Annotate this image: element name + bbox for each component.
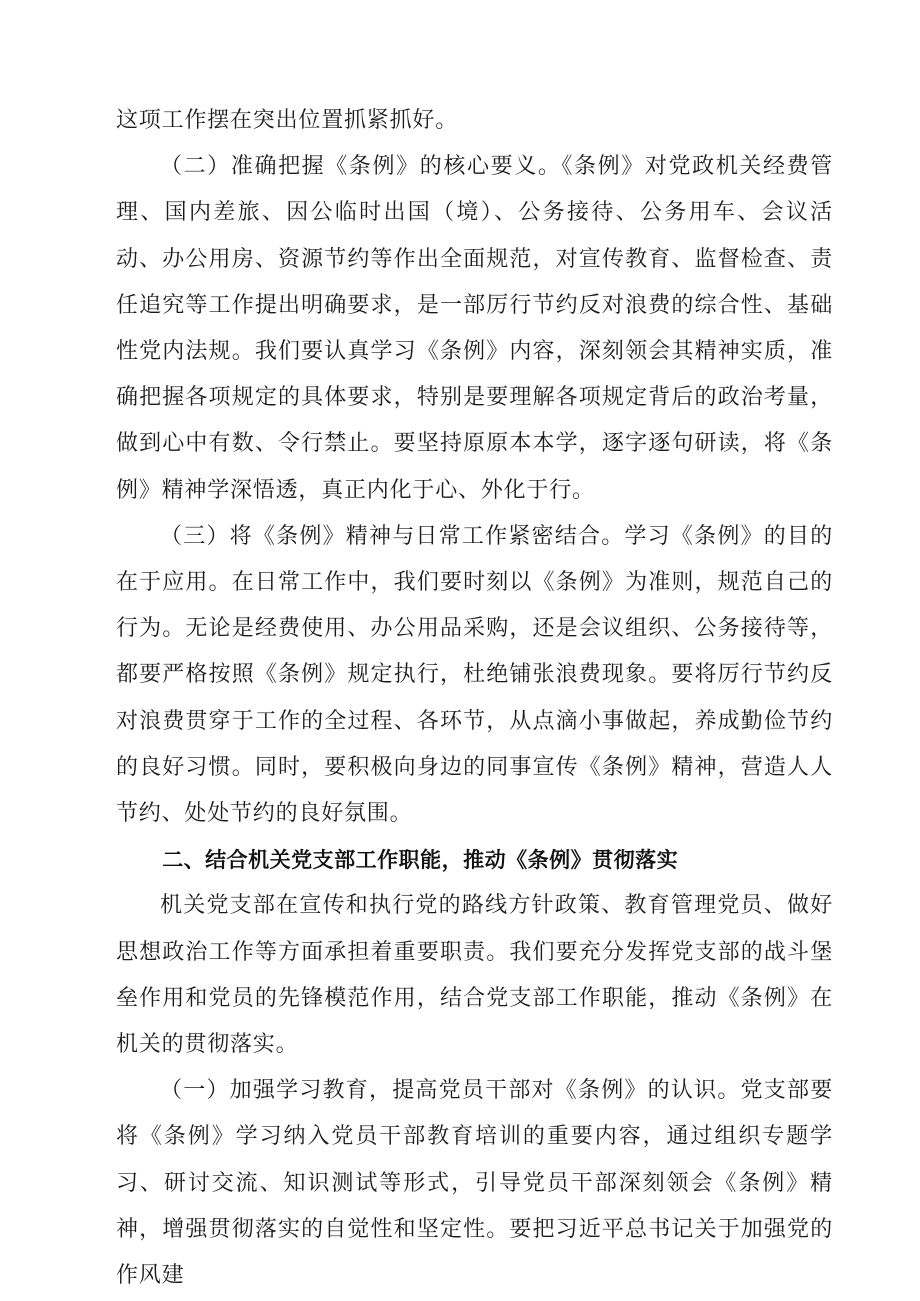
paragraph-continuation: 这项工作摆在突出位置抓紧抓好。	[116, 108, 459, 133]
paragraph-section-2-1: （一）加强学习教育，提高党员干部对《条例》的认识。党支部要将《条例》学习纳入党员干部教育培训的重要内容，通过组织专题学习、研讨交流、知识测试等形式，引导党员干部深刻领会《条例》精神，增强贯彻落实的自觉性和坚定性。要把习近平总书记关于加强党的作风建	[116, 1078, 833, 1289]
paragraph-section-2-intro: 机关党支部在宣传和执行党的路线方针政策、教育管理党员、做好思想政治工作等方面承担着重要职责。我们要充分发挥党支部的战斗堡垒作用和党员的先锋模范作用，结合党支部工作职能，推动《条例》在机关的贯彻落实。	[116, 893, 833, 1058]
paragraph-section-1-2: （二）准确把握《条例》的核心要义。《条例》对党政机关经费管理、国内差旅、因公临时出国（境）、公务接待、公务用车、会议活动、办公用房、资源节约等作出全面规范，对宣传教育、监督检查、责任追究等工作提出明确要求，是一部厉行节约反对浪费的综合性、基础性党内法规。我们要认真学习《条例》内容，深刻领会其精神实质，准确把握各项规定的具体要求，特别是要理解各项规定背后的政治考量，做到心中有数、令行禁止。要坚持原原本本学，逐字逐句研读，将《条例》精神学深悟透，真正内化于心、外化于行。	[116, 154, 833, 503]
section-heading-2: 二、结合机关党支部工作职能，推动《条例》贯彻落实	[162, 848, 679, 873]
paragraph-section-1-3: （三）将《条例》精神与日常工作紧密结合。学习《条例》的目的在于应用。在日常工作中，我们要时刻以《条例》为准则，规范自己的行为。无论是经费使用、办公用品采购，还是会议组织、公务接待等，都要严格按照《条例》规定执行，杜绝铺张浪费现象。要将厉行节约反对浪费贯穿于工作的全过程、各环节，从点滴小事做起，养成勤俭节约的良好习惯。同时，要积极向身边的同事宣传《条例》精神，营造人人节约、处处节约的良好氛围。	[116, 523, 833, 827]
document-page	[116, 98, 833, 1299]
